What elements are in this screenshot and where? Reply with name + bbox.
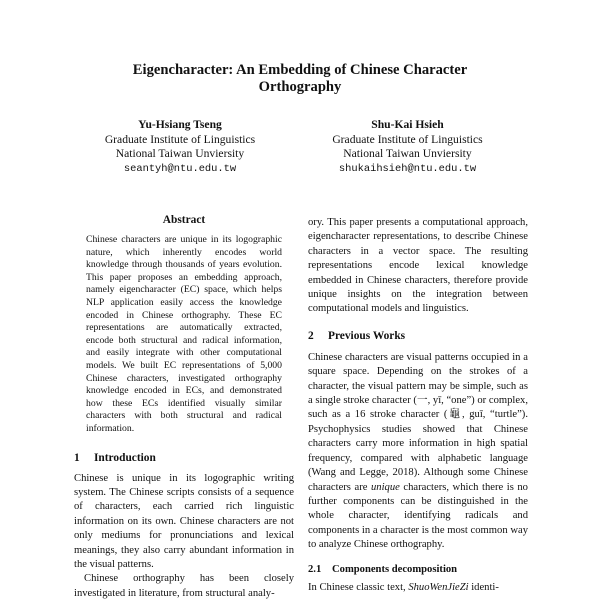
introduction-heading	[74, 451, 294, 465]
paragraph-text: characters, which there is no further components can be distinguished in the whole character, identifying radicals and components in a character is the most common way to analyze Chinese orthography.	[308, 482, 528, 551]
paragraph-text: Chinese characters are visual patterns occupied in a square space. Depending on the strokes of a character, the visual pattern may be simple, such as a single stroke character (一, yī, “one”) or complex, such as a 16 stroke character (龜, guī, “turtle”). Psychophysics studies showed that Chinese characters carry more information in high spatial frequency, compared with alphabetic language (Wang and Legge, 2018). Although some Chinese characters are	[308, 352, 528, 493]
abstract-body	[74, 234, 294, 436]
abstract-text: Chinese characters are unique in its logographic nature, which inherently encodes world knowledge through thousands of years evolution. This paper proposes an embedding approach, namely eigencharacter (EC) space, which helps NLP application easily access the knowledge encoded in Chinese orthography. These EC representations are automatically extracted, encode both structural and radical information, and easily integrate with other computational models. We built EC representations of 5,000 Chinese characters, investigated orthography knowledge encoded in ECs, and demonstrated how these ECs identified visually similar characters with both structural and radical information.	[86, 234, 282, 436]
author-name: Yu-Hsiang Tseng	[80, 118, 280, 133]
paper-title	[0, 62, 600, 96]
author-university: National Taiwan Unviersity	[80, 147, 280, 162]
introduction-section	[74, 451, 294, 601]
author-block-1	[80, 118, 280, 176]
title-line-2: Orthography	[0, 79, 600, 96]
introduction-paragraph-2: Chinese orthography has been closely investigated in literature, from structural analy-	[74, 572, 294, 601]
components-paragraph	[308, 581, 528, 595]
author-email[interactable]: shukaihsieh@ntu.edu.tw	[305, 162, 510, 177]
components-heading	[308, 563, 528, 577]
section-number: 2	[308, 329, 328, 343]
subsection-number: 2.1	[308, 563, 332, 577]
previous-works-heading	[308, 329, 528, 343]
section-number: 1	[74, 451, 94, 465]
subsection-title: Components decomposition	[332, 564, 457, 575]
emphasis-text: ShuoWenJieZi	[408, 582, 468, 593]
introduction-paragraph-1: Chinese is unique in its logographic writing system. The Chinese scripts consists of a sequence of characters, each carried rich linguistic information on its own. Chinese characters are not only mediums for pronunciations and lexical meanings, they also carry abundant information in the visual patterns.	[74, 472, 294, 573]
emphasis-text: unique	[371, 482, 400, 493]
author-block-2	[305, 118, 510, 176]
section-title: Previous Works	[328, 330, 405, 342]
left-column	[74, 214, 294, 601]
paragraph-text: identi-	[469, 582, 499, 593]
paragraph-text: In Chinese classic text,	[308, 582, 408, 593]
section-title: Introduction	[94, 452, 156, 464]
author-name: Shu-Kai Hsieh	[305, 118, 510, 133]
intro-continuation-paragraph: ory. This paper presents a computational approach, eigencharacter representations, to describe Chinese characters in a vector space. The resulting representations encode lexical knowledge embedded in Chinese characters, therefore provide unique insights on the integration between computational models and linguistics.	[308, 216, 528, 317]
author-email[interactable]: seantyh@ntu.edu.tw	[80, 162, 280, 177]
title-line-1: Eigencharacter: An Embedding of Chinese Character	[0, 62, 600, 79]
right-column	[308, 216, 528, 595]
author-affiliation: Graduate Institute of Linguistics	[305, 133, 510, 148]
previous-works-paragraph	[308, 351, 528, 553]
author-university: National Taiwan Unviersity	[305, 147, 510, 162]
author-affiliation: Graduate Institute of Linguistics	[80, 133, 280, 148]
abstract-heading: Abstract	[74, 214, 294, 226]
